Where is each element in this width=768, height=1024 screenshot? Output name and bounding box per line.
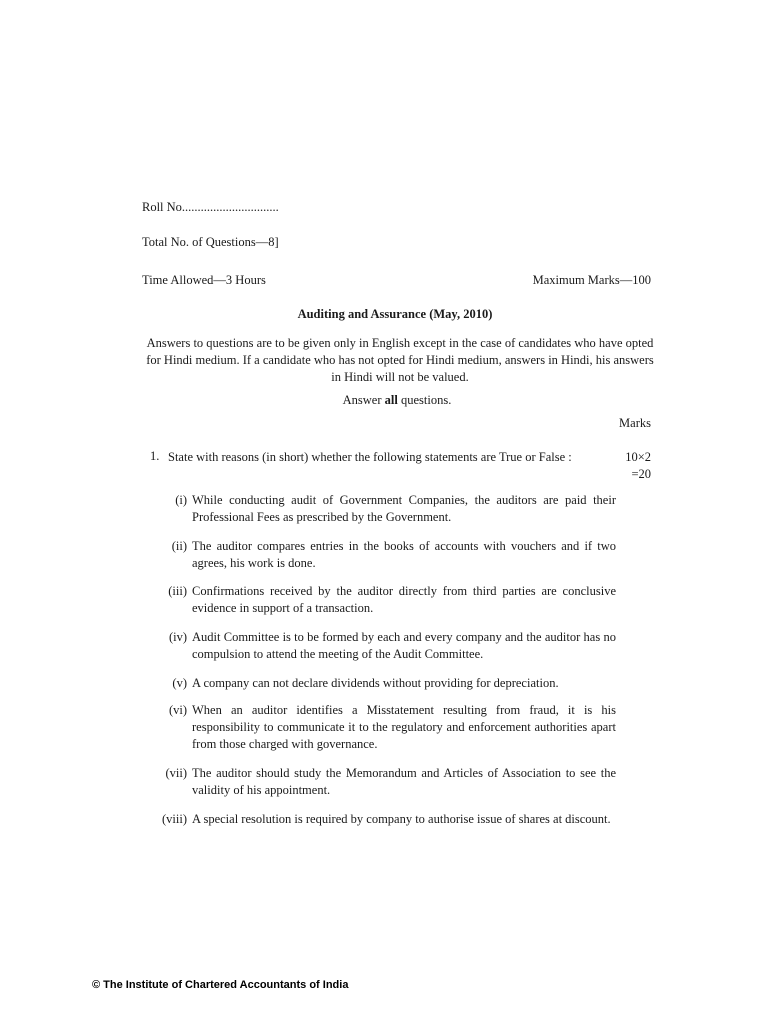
question-number: 1. — [150, 449, 160, 463]
statement-number: (iv) — [168, 630, 187, 644]
statement-item-5 — [172, 675, 616, 692]
statement-item-8 — [162, 811, 616, 828]
statement-item-6 — [168, 702, 616, 753]
roll-number-line: Roll No............................... — [142, 200, 279, 214]
statement-number: (ii) — [171, 539, 187, 553]
statement-text: When an auditor identifies a Misstatement resulting from fraud, it is his responsibility to communicate it to the regulatory and enforcement authorities apart from those charged with governance. — [192, 703, 616, 751]
marks-heading: Marks — [619, 416, 651, 430]
statement-text: The auditor should study the Memorandum and Articles of Association to see the validity of his appointment. — [192, 766, 616, 797]
statement-text: Audit Committee is to be formed by each and every company and the auditor has no compulsion to attend the meeting of the Audit Committee. — [192, 630, 616, 661]
maximum-marks: Maximum Marks—100 — [532, 273, 651, 287]
statement-item-2 — [171, 538, 616, 572]
question-text: State with reasons (in short) whether the following statements are True or False : — [168, 450, 572, 464]
statement-number: (vii) — [165, 766, 187, 780]
answer-all-instruction — [0, 393, 768, 408]
answer-all-prefix: Answer — [342, 393, 385, 407]
answer-all-suffix: questions. — [397, 393, 452, 407]
answer-all-bold: all — [384, 393, 398, 407]
statement-text: The auditor compares entries in the books of accounts with vouchers and if two agrees, his work is done. — [192, 539, 616, 570]
statement-number: (v) — [172, 676, 187, 690]
statement-number: (viii) — [162, 812, 187, 826]
statement-text: A special resolution is required by company to authorise issue of shares at discount. — [192, 812, 611, 826]
question-marks-line1: 10×2 — [625, 450, 651, 464]
instructions: Answers to questions are to be given only in English except in the case of candidates who have opted for Hindi medium. If a candidate who has not opted for Hindi medium, answers in Hindi, his answers in Hindi will not be valued. — [146, 336, 654, 384]
statement-item-1 — [175, 492, 616, 526]
time-allowed: Time Allowed—3 Hours — [142, 273, 266, 287]
copyright-footer: © The Institute of Chartered Accountants of India — [92, 979, 349, 991]
total-questions: Total No. of Questions—8] — [142, 235, 279, 249]
statement-item-4 — [168, 629, 616, 663]
paper-title: Auditing and Assurance (May, 2010) — [297, 307, 493, 321]
statement-text: A company can not declare dividends without providing for depreciation. — [192, 676, 559, 690]
statement-number: (iii) — [168, 584, 187, 598]
statement-text: While conducting audit of Government Companies, the auditors are paid their Professional Fees as prescribed by the Government. — [192, 493, 616, 524]
statement-item-7 — [165, 765, 616, 799]
statement-number: (vi) — [168, 703, 187, 717]
question-marks-line2: =20 — [631, 467, 651, 481]
statement-item-3 — [168, 583, 616, 617]
statement-text: Confirmations received by the auditor directly from third parties are conclusive evidence in support of a transaction. — [192, 584, 616, 615]
question-marks — [625, 449, 651, 483]
statement-number: (i) — [175, 493, 187, 507]
